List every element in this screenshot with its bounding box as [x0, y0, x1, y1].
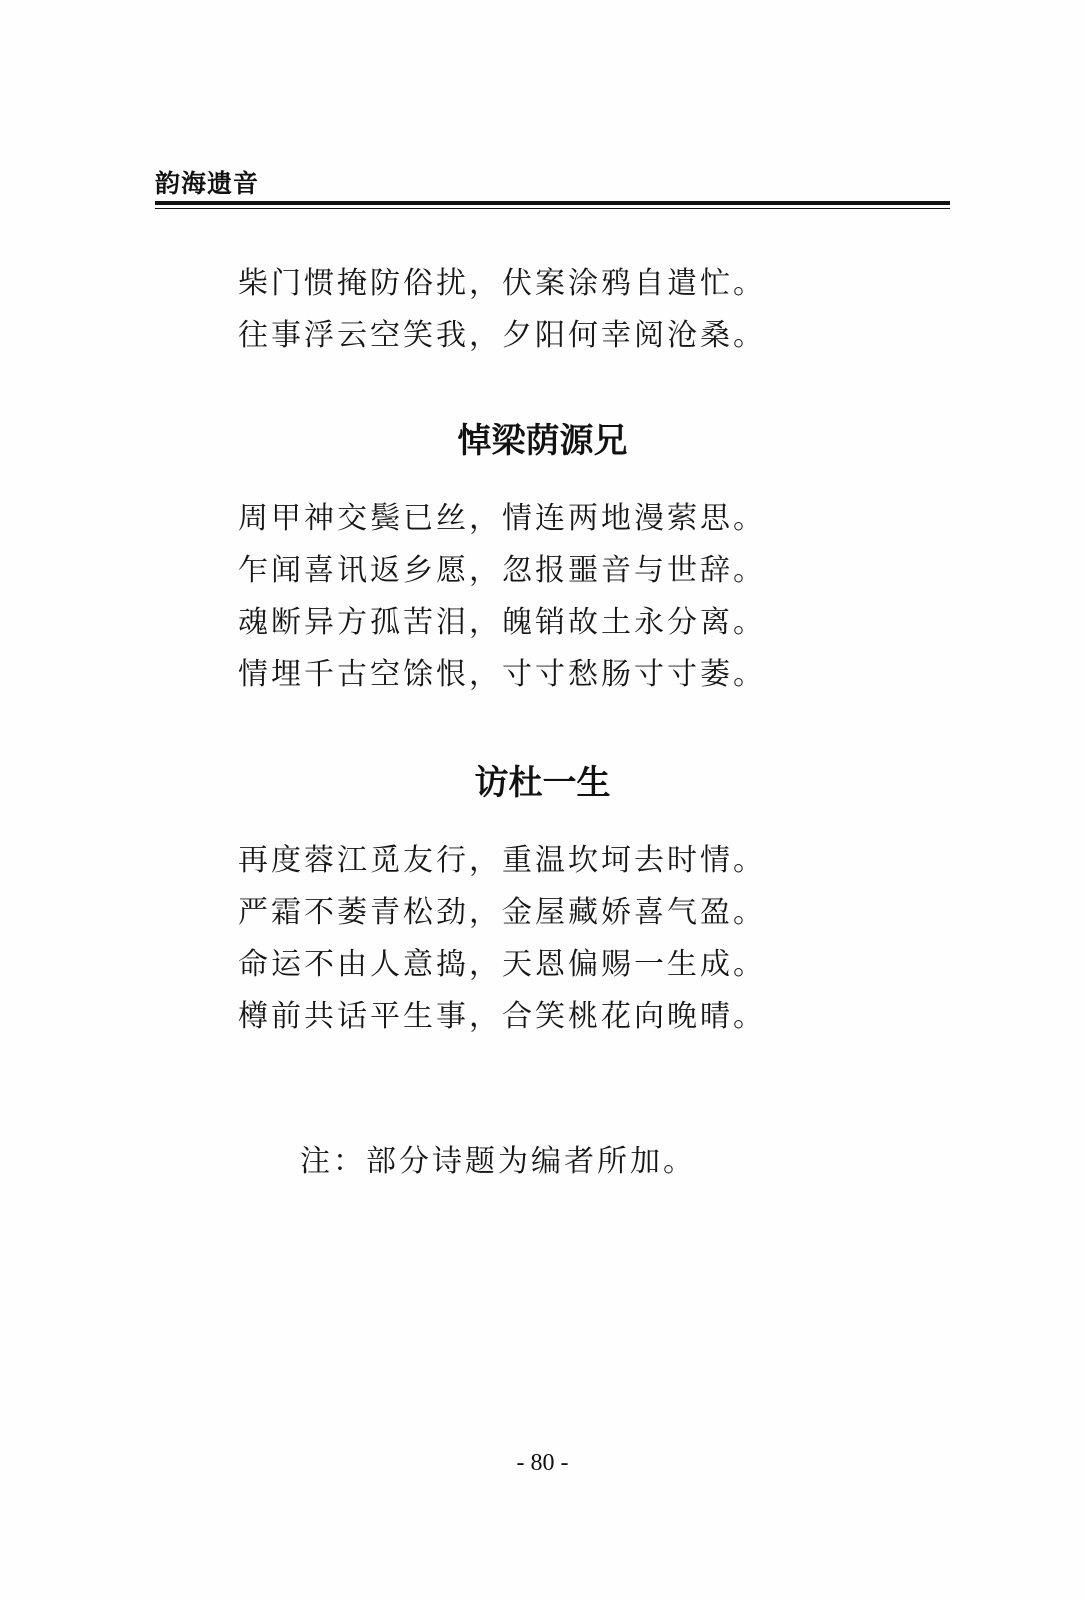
poem-body: [238, 493, 858, 701]
poem-title: 访杜一生: [474, 763, 611, 803]
running-header-title: 韵海遗音: [155, 169, 260, 198]
poem-line: 柴门惯掩防俗扰，伏案涂鸦自遣忙。: [238, 266, 766, 301]
poem-line: 魂断异方孤苦泪，魄销故土永分离。: [238, 605, 766, 640]
poem-line: 往事浮云空笑我，夕阳何幸阅沧桑。: [238, 318, 766, 353]
poem-line: 命运不由人意捣，天恩偏赐一生成。: [238, 947, 766, 982]
running-header: [155, 165, 950, 215]
poem-line: 乍闻喜讯返乡愿，忽报噩音与世辞。: [238, 553, 766, 588]
poem-body: [238, 835, 858, 1043]
poem-line: 再度蓉江觅友行，重温坎坷去时情。: [238, 843, 766, 878]
poem-line: 严霜不萎青松劲，金屋藏娇喜气盈。: [238, 895, 766, 930]
header-rule-thin: [155, 208, 950, 209]
poem-line: 情埋千古空馀恨，寸寸愁肠寸寸萎。: [238, 657, 766, 692]
poem-title: 悼梁荫源兄: [457, 421, 628, 461]
poem-continuation: [238, 258, 858, 362]
poem-line: 樽前共话平生事，合笑桃花向晚晴。: [238, 999, 766, 1034]
header-rule-thick: [155, 201, 950, 205]
poem-line: 周甲神交鬓已丝，情连两地漫萦思。: [238, 501, 766, 536]
editor-note: 注：部分诗题为编者所加。: [300, 1144, 696, 1179]
page-number: - 80 -: [516, 1450, 569, 1476]
